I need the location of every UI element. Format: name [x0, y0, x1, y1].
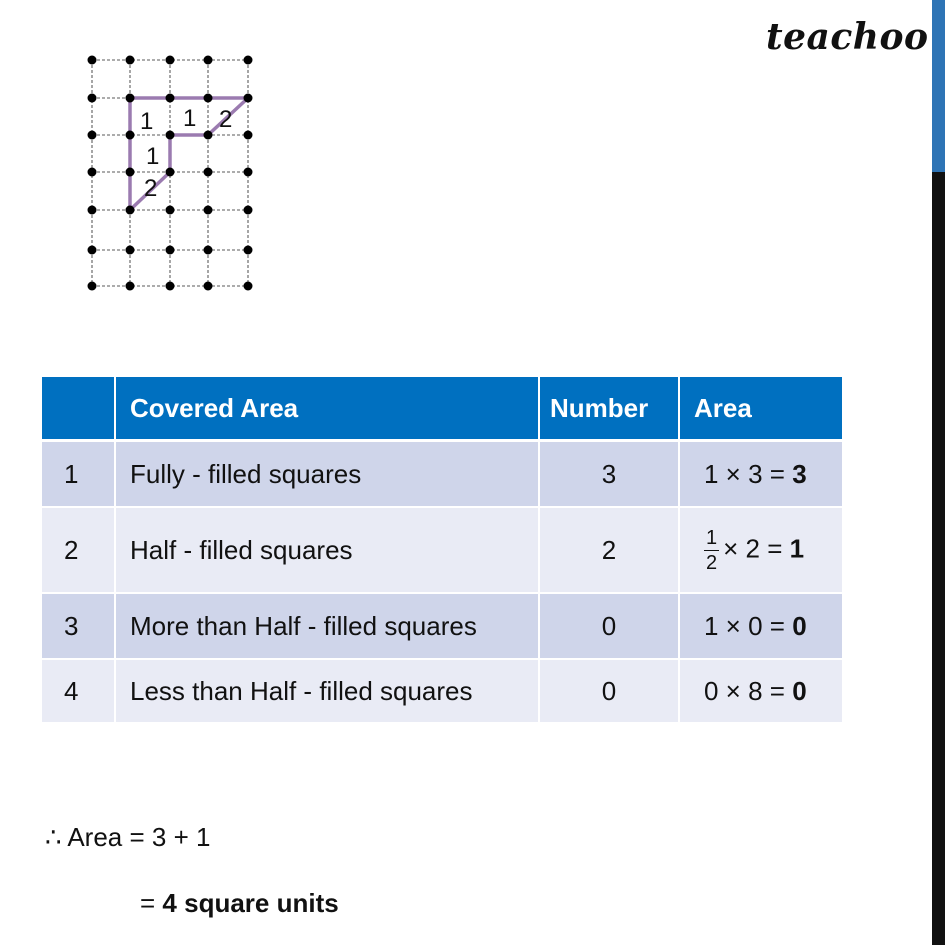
- header-index: [42, 377, 116, 442]
- fraction-denominator: 2: [706, 551, 718, 574]
- grid-dot: [204, 246, 213, 255]
- final-area-value: 4 square units: [162, 888, 339, 918]
- grid-dot: [88, 246, 97, 255]
- grid-dot: [88, 131, 97, 140]
- area-table: [42, 377, 842, 724]
- table-row: [42, 508, 842, 594]
- grid-dot: [166, 56, 175, 65]
- row-index: 2: [42, 508, 116, 594]
- header-number: Number: [540, 377, 680, 442]
- area-cell: [680, 594, 842, 660]
- label-square-middle: 1: [183, 105, 197, 132]
- grid-dot: [166, 168, 175, 177]
- grid-dot: [204, 94, 213, 103]
- grid-dot: [126, 282, 135, 291]
- label-square-lower: 1: [146, 143, 160, 170]
- area-sum-line: ∴ Area = 3 + 1: [45, 822, 211, 852]
- area-cell: [680, 660, 842, 724]
- covered-area-cell: More than Half - filled squares: [116, 594, 540, 660]
- label-square-left: 1: [140, 108, 154, 135]
- row-index: 4: [42, 660, 116, 724]
- area-result: 0: [792, 675, 807, 706]
- area-cell: [680, 508, 842, 594]
- area-expression: × 2 =: [723, 532, 790, 563]
- number-cell: 0: [540, 660, 680, 724]
- label-half-lower: 2: [144, 175, 158, 202]
- row-index: 3: [42, 594, 116, 660]
- number-cell: 3: [540, 442, 680, 508]
- grid-dot: [204, 282, 213, 291]
- grid-dot: [126, 168, 135, 177]
- table-row: [42, 442, 842, 508]
- grid-dot: [244, 168, 253, 177]
- grid-dot: [166, 206, 175, 215]
- grid-dot: [126, 246, 135, 255]
- covered-area-cell: Fully - filled squares: [116, 442, 540, 508]
- grid-dot: [244, 246, 253, 255]
- area-cell: [680, 442, 842, 508]
- grid-dot: [244, 282, 253, 291]
- dot-grid-figure: [0, 0, 300, 300]
- grid-dot: [244, 206, 253, 215]
- covered-area-cell: Half - filled squares: [116, 508, 540, 594]
- fraction-numerator: 1: [706, 526, 718, 549]
- area-result: 3: [792, 458, 807, 489]
- grid-dot: [88, 94, 97, 103]
- equals-sign: =: [140, 888, 163, 918]
- grid-dot: [244, 131, 253, 140]
- grid-dot: [88, 206, 97, 215]
- grid-dot: [166, 246, 175, 255]
- grid-dot: [126, 206, 135, 215]
- area-result: 1: [789, 532, 805, 563]
- row-index: 1: [42, 442, 116, 508]
- grid-dot: [244, 94, 253, 103]
- table-row: [42, 660, 842, 724]
- header-area: Area: [680, 377, 842, 442]
- grid-dot: [88, 282, 97, 291]
- table-header-row: [42, 377, 842, 442]
- teachoo-logo: teachoo: [766, 16, 929, 58]
- grid-dot: [204, 206, 213, 215]
- grid-dot: [166, 94, 175, 103]
- table-row: [42, 594, 842, 660]
- grid-dot: [166, 131, 175, 140]
- area-final-line: [140, 888, 339, 919]
- label-half-right: 2: [219, 106, 233, 133]
- grid-dot: [126, 131, 135, 140]
- grid-dot: [126, 56, 135, 65]
- covered-area-cell: Less than Half - filled squares: [116, 660, 540, 724]
- grid-dot: [166, 282, 175, 291]
- area-expression: 1 × 3 =: [704, 458, 793, 489]
- grid-dot: [88, 168, 97, 177]
- number-cell: 2: [540, 508, 680, 594]
- area-result: 0: [792, 610, 807, 641]
- half-fraction: [704, 526, 719, 575]
- grid-dot: [88, 56, 97, 65]
- header-covered-area: Covered Area: [116, 377, 540, 442]
- side-dark-bar: [932, 172, 945, 945]
- grid-dot: [204, 168, 213, 177]
- grid-dot: [204, 131, 213, 140]
- area-expression: 0 × 8 =: [704, 675, 793, 706]
- area-expression: 1 × 0 =: [704, 610, 793, 641]
- grid-dot: [126, 94, 135, 103]
- side-accent-bar: [932, 0, 945, 172]
- grid-dot: [244, 56, 253, 65]
- grid-dot: [204, 56, 213, 65]
- number-cell: 0: [540, 594, 680, 660]
